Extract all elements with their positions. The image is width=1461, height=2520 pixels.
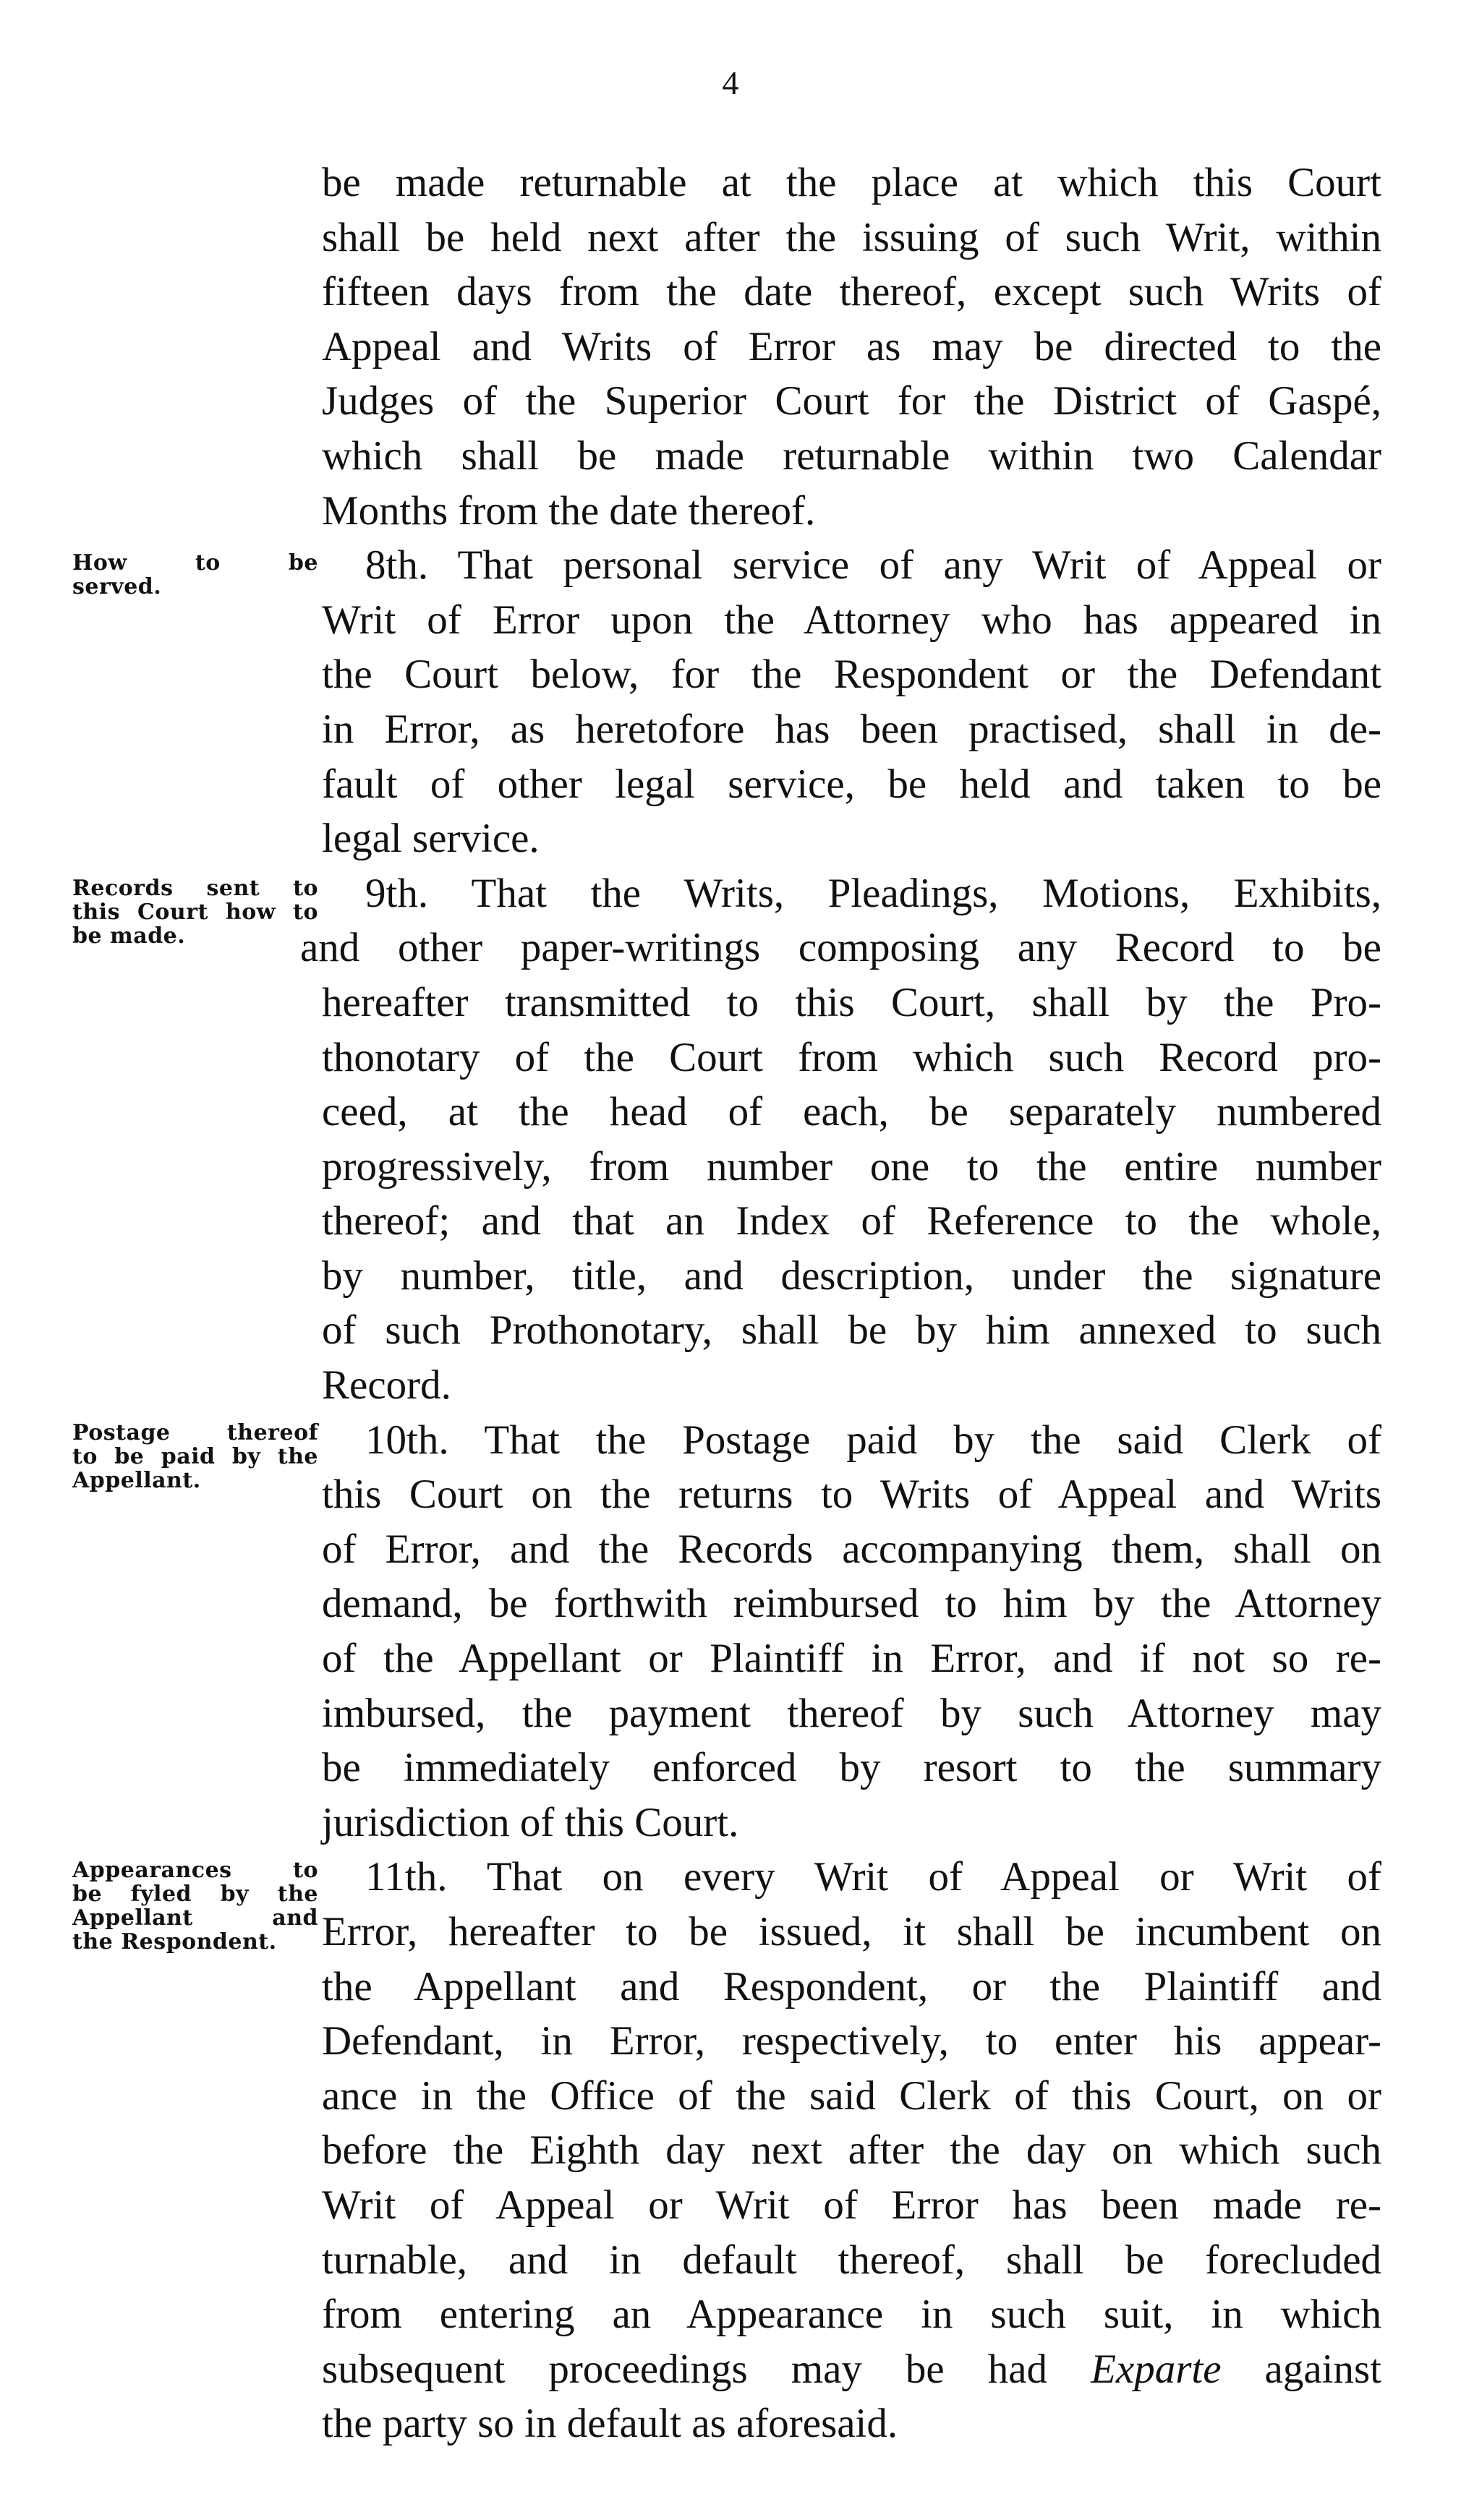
paragraph-8th-start: 8th. That personal service of any Writ of Appeal or bbox=[365, 542, 1381, 589]
side-note-line: Records sent to bbox=[72, 876, 318, 901]
text-line: turnable, and in default thereof, shall be forecluded bbox=[322, 2237, 1381, 2283]
text-line: Record. bbox=[322, 1362, 451, 1409]
text-line: thonotary of the Court from which such Record pro- bbox=[322, 1034, 1381, 1080]
side-note-line: How to be bbox=[72, 550, 318, 576]
text-line: progressively, from number one to the entire number bbox=[322, 1143, 1381, 1189]
text-line: of such Prothonotary, shall be by him annexed to such bbox=[322, 1307, 1381, 1354]
text-line: which shall be made returnable within two Calendar bbox=[322, 432, 1381, 479]
text-line: ceed, at the head of each, be separately numbered bbox=[322, 1089, 1381, 1135]
text-line: fifteen days from the date thereof, except such Writs of bbox=[322, 269, 1381, 315]
text-line: the party so in default as aforesaid. bbox=[322, 2401, 898, 2447]
text-line: be immediately enforced by resort to the summary bbox=[322, 1745, 1381, 1791]
paragraph-10th-start: 10th. That the Postage paid by the said Clerk of bbox=[365, 1417, 1381, 1463]
side-note-line: the Respondent. bbox=[72, 1929, 277, 1955]
text-line: in Error, as heretofore has been practised, shall in de- bbox=[322, 706, 1381, 752]
text-line: fault of other legal service, be held and taken to be bbox=[322, 761, 1381, 807]
text-line: the Appellant and Respondent, or the Plaintiff and bbox=[322, 1963, 1381, 2009]
side-note-line: be made. bbox=[72, 923, 186, 949]
text-line: imbursed, the payment thereof by such Attorney may bbox=[322, 1690, 1381, 1736]
side-note-line: this Court how to bbox=[72, 900, 318, 925]
text-segment: subsequent proceedings may be had bbox=[322, 2346, 1048, 2392]
side-note-records-sent bbox=[72, 876, 318, 948]
text-line: Writ of Error upon the Attorney who has appeared in bbox=[322, 597, 1381, 643]
text-line: shall be held next after the issuing of such Writ, within bbox=[322, 214, 1381, 260]
paragraph-9th-start: 9th. That the Writs, Pleadings, Motions, Exhibits, bbox=[365, 870, 1381, 916]
main-text bbox=[300, 155, 1381, 2451]
text-line: ance in the Office of the said Clerk of this Court, on or bbox=[322, 2072, 1381, 2119]
text-line: the Court below, for the Respondent or the Defendant bbox=[322, 652, 1381, 698]
side-note-line: be fyled by the bbox=[72, 1882, 318, 1907]
text-line: be made returnable at the place at which this Court bbox=[322, 160, 1381, 205]
side-note-how-to-be-served bbox=[72, 551, 318, 599]
text-line: jurisdiction of this Court. bbox=[322, 1799, 739, 1845]
side-note-line: Appellant and bbox=[72, 1905, 318, 1931]
text-line: Appeal and Writs of Error as may be directed to the bbox=[322, 323, 1381, 370]
side-note-line: to be paid by the bbox=[72, 1444, 318, 1469]
text-line: thereof; and that an Index of Reference to the whole, bbox=[322, 1198, 1381, 1244]
text-line: of the Appellant or Plaintiff in Error, and if not so re- bbox=[322, 1636, 1381, 1682]
text-line-with-italic bbox=[322, 2342, 1381, 2397]
side-note-line: served. bbox=[72, 574, 162, 599]
text-line: legal service. bbox=[322, 816, 540, 862]
text-line: Writ of Appeal or Writ of Error has been made re- bbox=[322, 2182, 1381, 2228]
paragraph-11th-start: 11th. That on every Writ of Appeal or Writ of bbox=[365, 1854, 1381, 1900]
text-line: this Court on the returns to Writs of Appeal and Writs bbox=[322, 1472, 1381, 1518]
side-note-postage bbox=[72, 1421, 318, 1492]
text-line: Defendant, in Error, respectively, to enter his appear- bbox=[322, 2018, 1381, 2064]
page-number: 4 bbox=[722, 64, 739, 101]
text-line: Months from the date thereof. bbox=[322, 487, 816, 534]
text-line: before the Eighth day next after the day on which such bbox=[322, 2127, 1381, 2174]
text-line: and other paper-writings composing any Record to be bbox=[300, 925, 1381, 971]
italic-term-exparte: Exparte bbox=[1091, 2346, 1222, 2392]
text-line: from entering an Appearance in such suit, in which bbox=[322, 2292, 1381, 2338]
text-line: hereafter transmitted to this Court, shall by the Pro- bbox=[322, 979, 1381, 1025]
text-segment: against bbox=[1221, 2346, 1381, 2392]
side-note-line: Appellant. bbox=[72, 1468, 201, 1493]
side-note-appearances bbox=[72, 1858, 318, 1954]
text-line: by number, title, and description, under the signature bbox=[322, 1252, 1381, 1299]
text-line: Error, hereafter to be issued, it shall be incumbent on bbox=[322, 1909, 1381, 1955]
side-note-line: Appearances to bbox=[72, 1858, 318, 1883]
text-line: demand, be forthwith reimbursed to him by the Attorney bbox=[322, 1581, 1381, 1627]
side-note-line: Postage thereof bbox=[72, 1420, 318, 1445]
text-line: of Error, and the Records accompanying them, shall on bbox=[322, 1526, 1381, 1572]
text-line: Judges of the Superior Court for the District of Gaspé, bbox=[322, 378, 1381, 424]
